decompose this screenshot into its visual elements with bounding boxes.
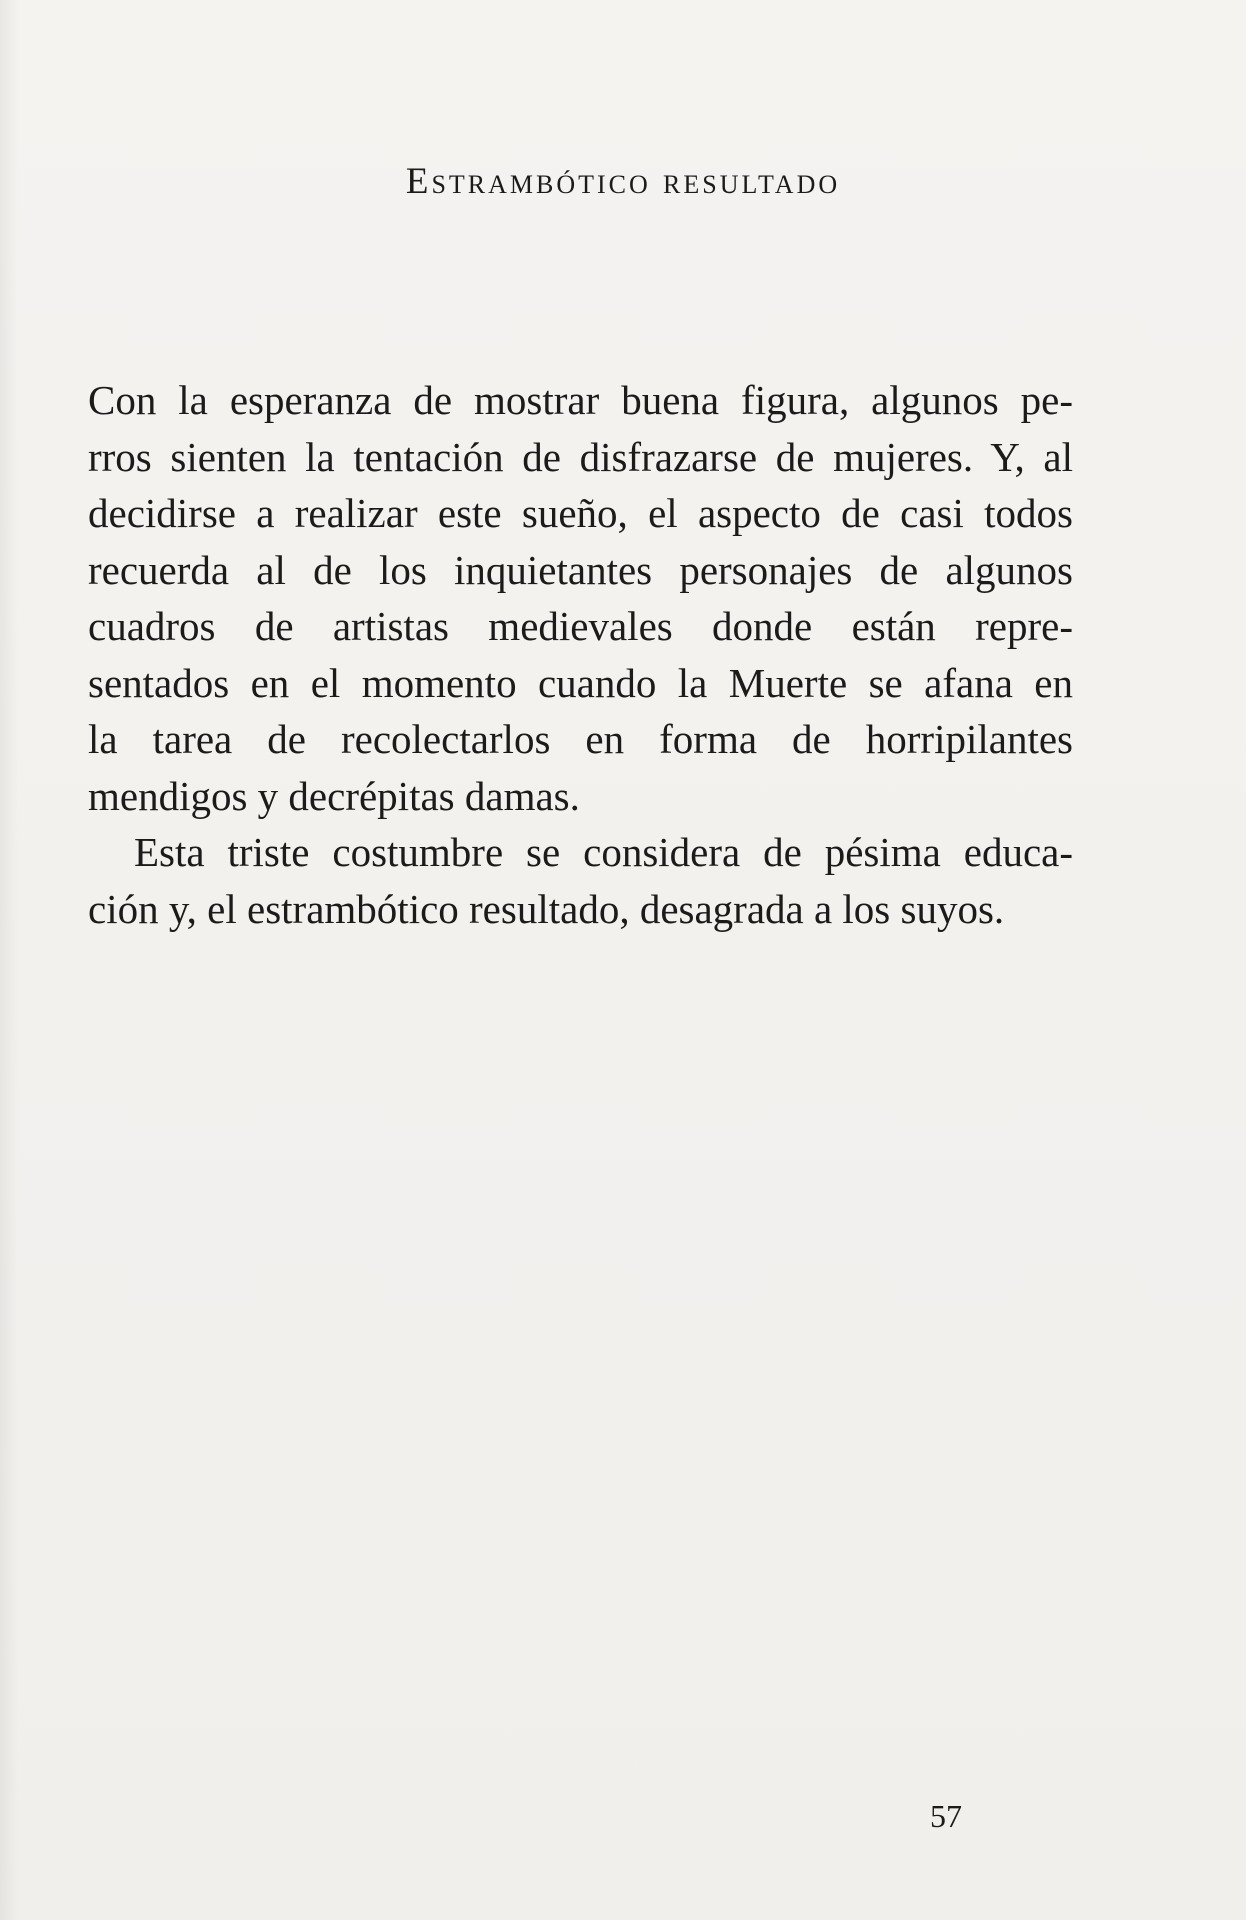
text-line: mendigos y decrépitas damas.: [88, 772, 580, 819]
page-number-text: 57: [930, 1798, 962, 1834]
text-line: Esta triste costumbre se considera de pésima educa-: [134, 829, 1073, 875]
text-line: rros sienten la tentación de disfrazarse de mujeres. Y, al: [88, 433, 1073, 480]
text-line: sentados en el momento cuando la Muerte se afana en: [88, 659, 1073, 706]
text-line: recuerda al de los inquietantes personajes de algunos: [88, 546, 1073, 593]
text-line: ción y, el estrambótico resultado, desagrada a los suyos.: [88, 885, 1005, 932]
text-line: decidirse a realizar este sueño, el aspecto de casi todos: [88, 490, 1073, 536]
text-line: Con la esperanza de mostrar buena figura, algunos pe-: [88, 377, 1073, 423]
text-line: la tarea de recolectarlos en forma de horripilantes: [88, 716, 1073, 762]
text-line: cuadros de artistas medievales donde están repre-: [88, 603, 1073, 649]
body-text: [88, 372, 1073, 937]
chapter-title: Estrambótico resultado: [405, 161, 841, 202]
